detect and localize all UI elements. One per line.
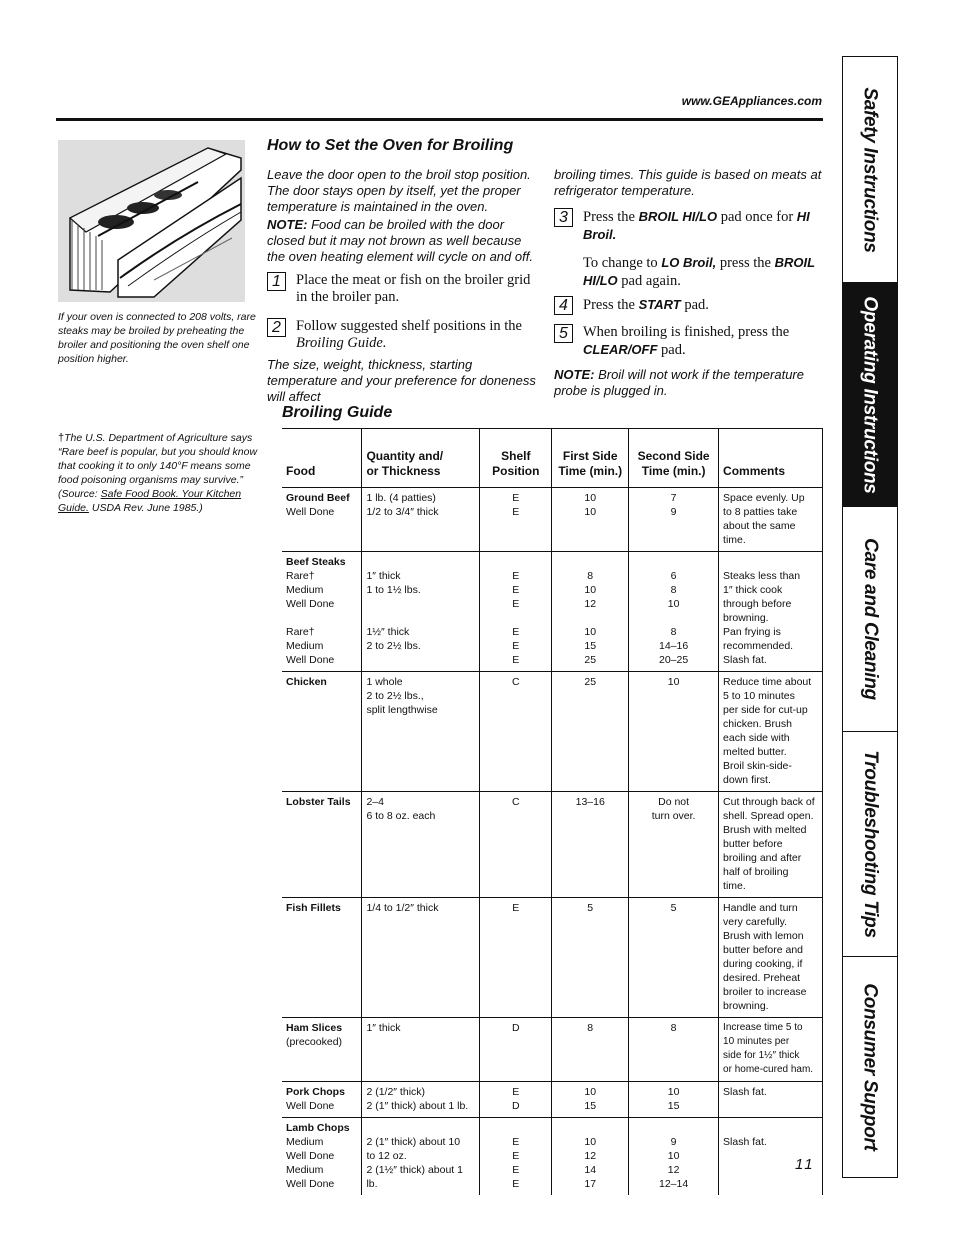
step-3-text: Press the BROIL HI/LO pad once for HI Broil. To change to LO Broil, press the BROIL HI/LO pad again. (583, 209, 815, 289)
table-row (282, 1118, 823, 1196)
instructions-column-2 (554, 167, 822, 199)
dagger-mark: † (58, 432, 65, 444)
oven-broiler-illustration (58, 140, 245, 302)
table-row (282, 672, 823, 792)
table-header-row (282, 429, 823, 488)
step-3-number: 3 (554, 208, 573, 227)
food-name: Fish Fillets (286, 902, 341, 914)
food-name: Ham Slices (286, 1022, 343, 1034)
step-4-number: 4 (554, 296, 573, 315)
shelf-cell: D (480, 1018, 552, 1082)
tab-safety-instructions[interactable] (843, 57, 897, 283)
first-side-cell: 10 12 14 17 (552, 1118, 629, 1196)
page-number: 11 (795, 1156, 815, 1173)
guide-basis-text: broiling times. This guide is based on meats at refrigerator temperature. (554, 167, 822, 198)
shelf-cell: C (480, 672, 552, 792)
food-doneness: Well Done (286, 1100, 335, 1112)
website-url: www.GEAppliances.com (681, 94, 822, 108)
quantity-cell: 1 lb. (4 patties) 1/2 to 3/4″ thick (362, 488, 480, 552)
hi-broil-key: HI Broil. (583, 209, 810, 242)
tab-label: Operating Instructions (860, 295, 882, 494)
lo-broil-key: LO Broil, (661, 255, 717, 270)
comments-cell: Slash fat. (719, 1118, 823, 1196)
door-note (267, 217, 537, 265)
second-side-cell: 5 (629, 898, 719, 1018)
header-rule (56, 118, 823, 121)
instructions-column-1 (267, 167, 537, 267)
table-row (282, 1082, 823, 1118)
step-2 (267, 318, 537, 352)
step-4-text: Press the START pad. (583, 297, 709, 313)
quantity-cell: 2 (1/2″ thick) 2 (1″ thick) about 1 lb. (362, 1082, 480, 1118)
step-3 (554, 208, 822, 290)
quantity-cell: 1/4 to 1/2″ thick (362, 898, 480, 1018)
comments-cell: Slash fat. (719, 1082, 823, 1118)
step-5-text: When broiling is finished, press the CLEAR/OFF pad. (583, 324, 790, 358)
tab-label: Care and Cleaning (860, 538, 881, 700)
shelf-cell: E E E E (480, 1118, 552, 1196)
note-label: NOTE: (267, 217, 308, 232)
step-5 (554, 324, 822, 359)
food-name: Lobster Tails (286, 796, 351, 808)
step-2-number: 2 (267, 318, 286, 337)
footnote-text-b: USDA Rev. June 1985.) (88, 502, 203, 514)
food-doneness: Rare† Medium Well Done Rare† Medium Well Done (286, 570, 335, 666)
shelf-cell: E (480, 898, 552, 1018)
first-side-cell: 25 (552, 672, 629, 792)
second-side-cell: 7 9 (629, 488, 719, 552)
start-key: START (638, 297, 681, 312)
probe-note (554, 367, 822, 399)
intro-text: Leave the door open to the broil stop position. The door stays open by itself, yet the proper temperature is maintained in the oven. (267, 167, 531, 214)
step-2-main: Follow suggested shelf positions in the (296, 318, 522, 334)
tab-label: Troubleshooting Tips (860, 750, 881, 938)
comments-cell: Cut through back of shell. Spread open. Brush with melted butter before broiling and after half of broiling time. (719, 792, 823, 898)
footnote-source-title: Safe Food Book. Your Kitchen Guide. (58, 488, 242, 514)
quantity-cell: 2 (1″ thick) about 10 to 12 oz. 2 (1½″ thick) about 1 lb. (362, 1118, 480, 1196)
food-doneness: Medium Well Done Medium Well Done (286, 1136, 335, 1190)
tab-troubleshooting-tips[interactable] (843, 732, 897, 957)
header-first-side: First Side Time (min.) (552, 429, 629, 488)
food-name: Ground Beef (286, 492, 350, 504)
step-1-number: 1 (267, 272, 286, 291)
step-4 (554, 296, 822, 315)
table-row (282, 552, 823, 672)
comments-cell: Handle and turn very carefully. Brush with lemon butter before and during cooking, if desired. Preheat broiler to increase browning. (719, 898, 823, 1018)
food-doneness: Well Done (286, 506, 335, 518)
voltage-note: If your oven is connected to 208 volts, rare steaks may be broiled by preheating the broiler and positioning the oven shelf one position higher. (58, 311, 256, 365)
header-second-side: Second Side Time (min.) (629, 429, 719, 488)
first-side-cell: 8 (552, 1018, 629, 1082)
food-name: Chicken (286, 676, 327, 688)
food-name: Lamb Chops (286, 1122, 350, 1134)
header-quantity: Quantity and/ or Thickness (362, 429, 480, 488)
comments-cell: Increase time 5 to 10 minutes per side for 1½″ thick or home-cured ham. (719, 1018, 823, 1082)
step-5-number: 5 (554, 324, 573, 343)
second-side-cell: 10 (629, 672, 719, 792)
quantity-cell: 2–4 6 to 8 oz. each (362, 792, 480, 898)
quantity-cell: 1 whole 2 to 2½ lbs., split lengthwise (362, 672, 480, 792)
tab-label: Safety Instructions (860, 86, 881, 253)
header-comments: Comments (719, 429, 823, 488)
probe-note-text: Broil will not work if the temperature probe is plugged in. (554, 367, 804, 398)
first-side-cell: 5 (552, 898, 629, 1018)
step-1-text: Place the meat or fish on the broiler grid in the broiler pan. (296, 272, 531, 305)
second-side-cell: 8 (629, 1018, 719, 1082)
footnote-text-a: The U.S. Department of Agriculture says “Rare beef is popular, but you should know that cooking it to only 140°F means some food poisoning organisms may survive.” (Source: (58, 432, 258, 500)
table-row (282, 488, 823, 552)
note-text: Food can be broiled with the door closed but it may not brown as well because the oven heating element will cycle on and off. (267, 217, 533, 264)
section-tabs (842, 56, 898, 1178)
header-food: Food (282, 429, 362, 488)
food-name: Pork Chops (286, 1086, 345, 1098)
section-title: How to Set the Oven for Broiling (267, 137, 514, 154)
second-side-cell: 6 8 10 8 14–16 20–25 (629, 552, 719, 672)
quantity-cell: 1″ thick 1 to 1½ lbs. 1½″ thick 2 to 2½ lbs. (362, 552, 480, 672)
comments-cell: Space evenly. Up to 8 patties take about the same time. (719, 488, 823, 552)
first-side-cell: 13–16 (552, 792, 629, 898)
probe-note-label: NOTE: (554, 367, 595, 382)
clear-off-key: CLEAR/OFF (583, 342, 658, 357)
broil-hilo-key-2: BROIL HI/LO (583, 255, 815, 288)
header-shelf: Shelf Position (480, 429, 552, 488)
food-doneness: (precooked) (286, 1036, 343, 1048)
usda-footnote (58, 431, 262, 515)
table-row (282, 898, 823, 1018)
food-name: Beef Steaks (286, 556, 346, 568)
comments-cell: Steaks less than 1″ thick cook through before browning. Pan frying is recommended. Slash fat. (719, 552, 823, 672)
second-side-cell: 9 10 12 12–14 (629, 1118, 719, 1196)
comments-cell: Reduce time about 5 to 10 minutes per side for cut-up chicken. Brush each side with melted butter. Broil skin-side- down first. (719, 672, 823, 792)
tab-label: Consumer Support (860, 983, 882, 1151)
second-side-cell: 10 15 (629, 1082, 719, 1118)
second-side-cell: Do not turn over. (629, 792, 719, 898)
table-row (282, 1018, 823, 1082)
shelf-cell: E D (480, 1082, 552, 1118)
first-side-cell: 10 10 (552, 488, 629, 552)
step-1 (267, 272, 537, 306)
first-side-cell: 10 15 (552, 1082, 629, 1118)
tab-care-and-cleaning[interactable] (843, 507, 897, 732)
broiling-guide-title: Broiling Guide (282, 404, 393, 421)
broiling-guide-table (282, 428, 823, 1195)
broil-hilo-key: BROIL HI/LO (638, 209, 718, 224)
shelf-cell: E E (480, 488, 552, 552)
doneness-paragraph: The size, weight, thickness, starting temperature and your preference for doneness will affect (267, 357, 536, 404)
table-row (282, 792, 823, 898)
step-2-text (296, 318, 537, 352)
step-2-guide-ref: Broiling Guide. (296, 335, 387, 351)
tab-operating-instructions[interactable] (843, 283, 897, 507)
tab-consumer-support[interactable] (843, 957, 897, 1177)
quantity-cell: 1″ thick (362, 1018, 480, 1082)
shelf-cell: C (480, 792, 552, 898)
first-side-cell: 8 10 12 10 15 25 (552, 552, 629, 672)
shelf-cell: E E E E E E (480, 552, 552, 672)
